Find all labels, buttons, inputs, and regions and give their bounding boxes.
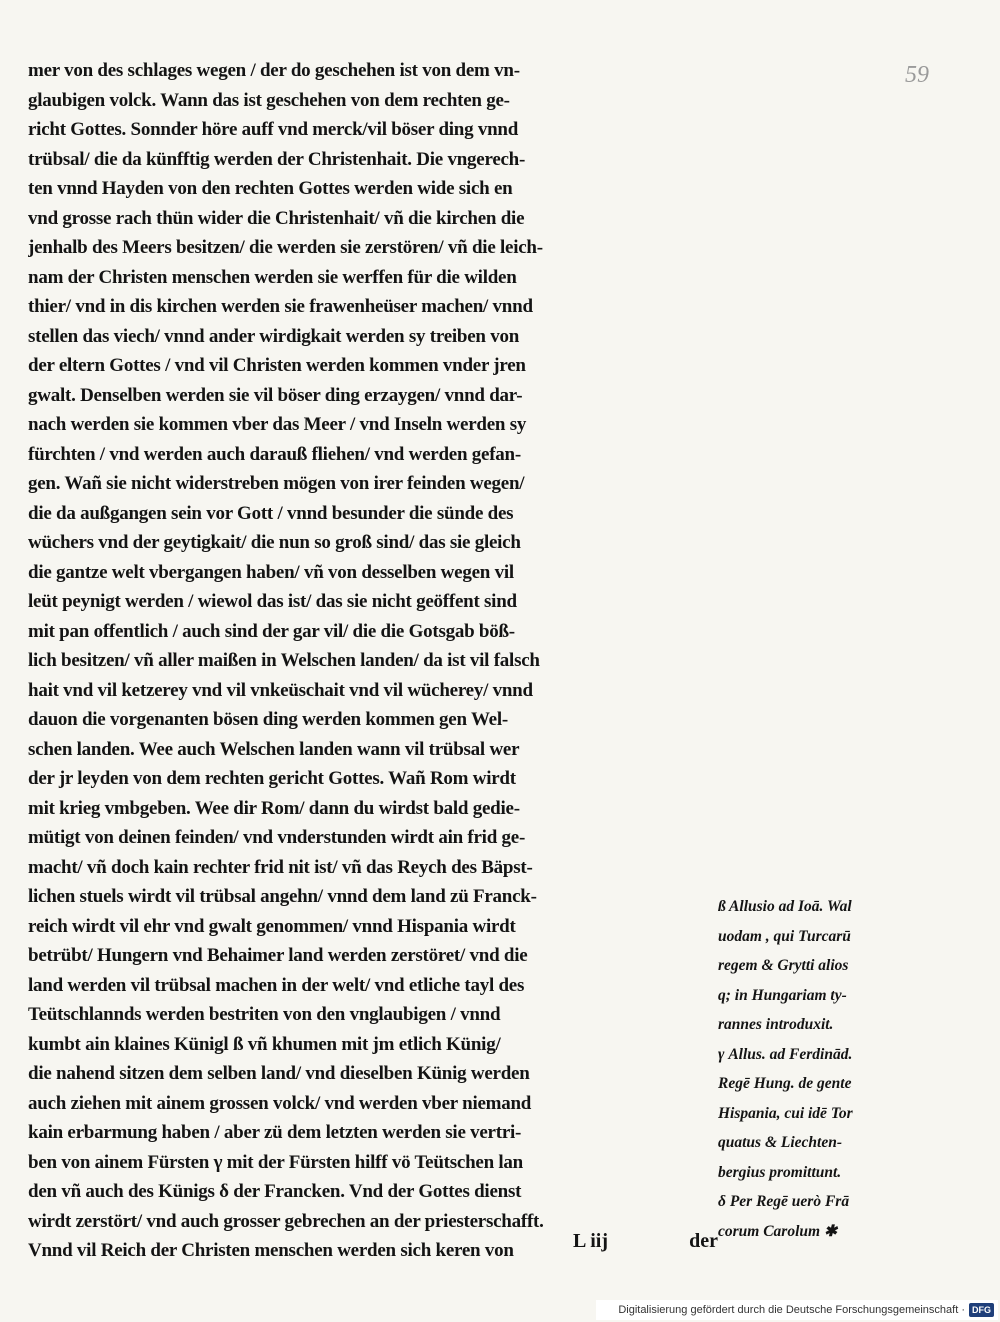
margin-note-line: uodam , qui Turcarū xyxy=(718,927,851,945)
text-line: mit pan offentlich / auch sind der gar vil/ die die Gotsgab böß- xyxy=(28,620,515,642)
margin-notes xyxy=(718,892,996,1246)
page-foot-line xyxy=(28,1230,730,1260)
margin-note-line: γ Allus. ad Ferdinād. xyxy=(718,1045,853,1063)
text-line: hait vnd vil ketzerey vnd vil vnkeüschait vnd vil wücherey/ vnnd xyxy=(28,679,533,701)
dfg-logo-icon: DFG xyxy=(969,1303,994,1317)
margin-note-line: bergius promittunt. xyxy=(718,1163,842,1181)
text-line: jenhalb des Meers besitzen/ die werden sie zerstören/ vñ die leich- xyxy=(28,237,543,258)
text-line: fürchten / vnd werden auch darauß fliehen/ vnd werden gefan- xyxy=(28,443,521,465)
text-line: richt Gottes. Sonnder höre auff vnd merck/vil böser ding vnnd xyxy=(28,119,519,140)
margin-note-line: q; in Hungariam ty- xyxy=(718,986,847,1004)
text-line: der eltern Gottes / vnd vil Christen werden kommen vnder jren xyxy=(28,355,526,376)
text-line: leüt peynigt werden / wiewol das ist/ das sie nicht geöffent sind xyxy=(28,591,517,612)
digitization-footer xyxy=(596,1300,998,1320)
margin-note-line: regem & Grytti alios xyxy=(718,957,849,974)
text-line: den vñ auch des Künigs δ der Francken. Vnd der Gottes dienst xyxy=(28,1181,522,1202)
text-line: wirdt zerstört/ vnd auch grosser gebrechen an der priesterschafft. xyxy=(28,1210,544,1232)
margin-note-line: δ Per Regē uerò Frā xyxy=(718,1193,850,1210)
text-line: land werden vil trübsal machen in der welt/ vnd etliche tayl des xyxy=(28,974,525,996)
text-line: betrübt/ Hungern vnd Behaimer land werden zerstöret/ vnd die xyxy=(28,945,528,966)
footer-credit-text: Digitalisierung gefördert durch die Deutsche Forschungsgemeinschaft · xyxy=(618,1304,965,1316)
text-line: mütigt von deinen feinden/ vnd vnderstunden wirdt ain frid ge- xyxy=(28,827,526,848)
text-line: lichen stuels wirdt vil trübsal angehn/ vnnd dem land zü Franck- xyxy=(28,886,537,907)
margin-note-line: Regē Hung. de gente xyxy=(718,1075,852,1092)
text-line: schen landen. Wee auch Welschen landen wann vil trübsal wer xyxy=(28,738,520,760)
text-line: thier/ vnd in dis kirchen werden sie frawenheüser machen/ vnnd xyxy=(28,296,533,317)
text-line: der jr leyden von dem rechten gericht Gottes. Wañ Rom wirdt xyxy=(28,768,516,789)
margin-note-line: rannes introduxit. xyxy=(718,1016,834,1033)
folio-number: 59 xyxy=(905,62,929,88)
text-line: Vnnd vil Reich der Christen menschen werden sich keren von xyxy=(28,1240,514,1261)
text-line: die gantze welt vbergangen haben/ vñ von desselben wegen vil xyxy=(28,561,514,583)
text-line: gwalt. Denselben werden sie vil böser ding erzaygen/ vnnd dar- xyxy=(28,384,523,406)
signature-mark: L iij xyxy=(573,1230,609,1252)
text-line: reich wirdt vil ehr vnd gwalt genommen/ vnnd Hispania wirdt xyxy=(28,915,516,937)
text-line: ten vnnd Hayden von den rechten Gottes werden wide sich en xyxy=(28,178,513,199)
text-line: die da außgangen sein vor Gott / vnnd besunder die sünde des xyxy=(28,502,514,524)
text-line: stellen das viech/ vnnd ander wirdigkait werden sy treiben von xyxy=(28,325,520,347)
text-line: nam der Christen menschen werden sie werffen für die wilden xyxy=(28,266,517,288)
text-line: gen. Wañ sie nicht widerstreben mögen von irer feinden wegen/ xyxy=(28,473,525,494)
text-line: wüchers vnd der geytigkait/ die nun so groß sind/ das sie gleich xyxy=(28,532,521,553)
margin-note-line: corum Carolum ✱ xyxy=(718,1222,837,1240)
text-line: kain erbarmung haben / aber zü dem letzten werden sie vertri- xyxy=(28,1122,522,1143)
margin-note-line: Hispania, cui idē Tor xyxy=(718,1104,853,1122)
margin-note-line: ß Allusio ad Ioā. Wal xyxy=(718,898,852,915)
main-text-block xyxy=(28,56,730,1266)
margin-note-line: quatus & Liechten- xyxy=(718,1134,843,1151)
text-line: die nahend sitzen dem selben land/ vnd dieselben Künig werden xyxy=(28,1063,530,1084)
text-line: kumbt ain klaines Künigl ß vñ khumen mit jm etlich Künig/ xyxy=(28,1033,501,1055)
text-line: vnd grosse rach thün wider die Christenhait/ vñ die kirchen die xyxy=(28,207,525,229)
text-line: auch ziehen mit ainem grossen volck/ vnd werden vber niemand xyxy=(28,1092,532,1114)
text-line: lich besitzen/ vñ aller maißen in Welschen landen/ da ist vil falsch xyxy=(28,650,540,671)
text-line: glaubigen volck. Wann das ist geschehen von dem rechten ge- xyxy=(28,89,510,111)
text-line: macht/ vñ doch kain rechter frid nit ist/ vñ das Reych des Bäpst- xyxy=(28,856,533,878)
text-line: mit krieg vmbgeben. Wee dir Rom/ dann du wirdst bald gedie- xyxy=(28,797,520,819)
text-line: Teütschlannds werden bestriten von den vnglaubigen / vnnd xyxy=(28,1004,501,1025)
text-line: mer von des schlages wegen / der do geschehen ist von dem vn- xyxy=(28,60,520,81)
text-line: ben von ainem Fürsten γ mit der Fürsten hilff vö Teütschen lan xyxy=(28,1151,523,1173)
catchword: der xyxy=(689,1230,718,1252)
text-line: trübsal/ die da künfftig werden der Christenhait. Die vngerech- xyxy=(28,148,526,170)
text-line: dauon die vorgenanten bösen ding werden kommen gen Wel- xyxy=(28,709,508,730)
text-line: nach werden sie kommen vber das Meer / vnd Inseln werden sy xyxy=(28,414,527,435)
